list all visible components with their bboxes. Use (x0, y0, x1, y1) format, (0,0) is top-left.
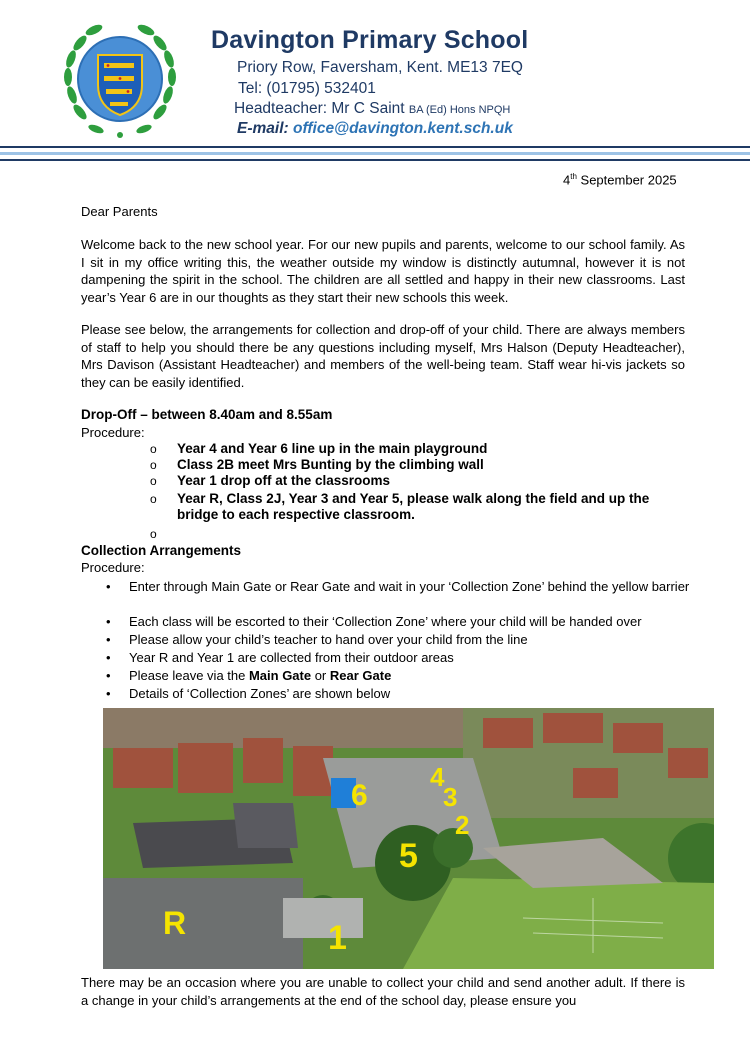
headteacher-name: Headteacher: Mr C Saint (234, 100, 405, 117)
main-gate-text: Main Gate (248, 668, 312, 683)
dropoff-heading: Drop-Off – between 8.40am and 8.55am (81, 407, 333, 422)
collection-item (106, 667, 699, 685)
dropoff-item-text: Year 4 and Year 6 line up in the main playground (177, 441, 488, 456)
letter-date (563, 168, 677, 188)
leave-or: or (311, 668, 330, 683)
dropoff-item (150, 441, 687, 457)
email-label: E-mail: (237, 120, 289, 137)
leave-prefix: Please leave via the (129, 668, 249, 683)
dropoff-item (150, 457, 687, 473)
email-link[interactable]: office@davington.kent.sch.uk (293, 120, 513, 137)
date-month-year: September 2025 (580, 172, 677, 188)
dropoff-item (150, 473, 687, 489)
rear-gate-text: Rear Gate (329, 668, 392, 683)
zone-label-4: 4 (430, 762, 445, 792)
zone-label-5: 5 (399, 837, 418, 875)
arrangements-paragraph: Please see below, the arrangements for collection and drop-off of your child. There are always members of staff to help you should there be any questions including myself, Mrs Halson (Deputy Headteacher), Mrs Davison (Assistant Headteacher) and members of the well-being team. Staff wear hi-vis jackets so they can be easily identified. (81, 322, 685, 390)
bullet-marker: • (106, 686, 111, 701)
header-rule-bottom (0, 159, 750, 161)
collection-heading: Collection Arrangements (81, 543, 242, 558)
list-marker-o: o (150, 474, 157, 488)
zone-label-3: 3 (443, 782, 458, 812)
collection-item-text: Details of ‘Collection Zones’ are shown below (129, 686, 391, 701)
header-rule-middle (0, 152, 750, 155)
list-marker-o: o (150, 442, 157, 456)
bullet-marker: • (106, 632, 111, 647)
school-crest-logo (58, 17, 182, 141)
zone-label-2: 2 (455, 810, 470, 840)
collection-item (106, 649, 699, 667)
collection-item-text: Enter through Main Gate or Rear Gate and wait in your ‘Collection Zone’ behind the yellow barrier (129, 579, 690, 594)
list-marker-o: o (150, 492, 157, 506)
dropoff-item-text: Year R, Class 2J, Year 3 and Year 5, please walk along the field and up the bridge to each respective classroom. (177, 491, 650, 522)
bullet-marker: • (106, 614, 111, 629)
collection-item-text: Year R and Year 1 are collected from their outdoor areas (129, 650, 454, 665)
collection-item (106, 631, 699, 649)
collection-item (106, 685, 699, 703)
zone-label-1: 1 (328, 919, 347, 957)
date-suffix: th (570, 172, 577, 181)
zone-label-6: 6 (351, 779, 368, 812)
collection-item (106, 613, 699, 631)
bullet-marker: • (106, 668, 111, 683)
school-name: Davington Primary School (211, 26, 529, 54)
collection-item (106, 578, 699, 596)
school-telephone: Tel: (01795) 532401 (238, 80, 376, 97)
intro-paragraph: Welcome back to the new school year. For our new pupils and parents, welcome to our school family. As I sit in my office writing this, the weather outside my window is distinctly autumnal, however it is not dampening the spirit in the school. The children are all settled and happy in their new classrooms. Last year’s Year 6 are in our thoughts as they start their new schools this week. (81, 237, 685, 305)
closing-paragraph: There may be an occasion where you are unable to collect your child and send another adult. If there is a change in your child’s arrangements at the end of the school day, please ensure you (81, 975, 685, 1008)
collection-item-text (129, 667, 699, 685)
date-day: 4 (563, 172, 571, 188)
list-marker-o: o (150, 527, 157, 541)
dropoff-item-text: Class 2B meet Mrs Bunting by the climbing wall (177, 457, 484, 472)
collection-item-text: Each class will be escorted to their ‘Collection Zone’ where your child will be handed over (129, 614, 642, 629)
headteacher-line (234, 100, 510, 118)
collection-procedure-label: Procedure: (81, 560, 145, 575)
bullet-marker: • (106, 650, 111, 665)
header-rule-top (0, 146, 750, 148)
headteacher-qualifications: BA (Ed) Hons NPQH (408, 104, 511, 116)
list-marker-o: o (150, 458, 157, 472)
zone-label-r: R (163, 905, 187, 941)
school-address: Priory Row, Faversham, Kent. ME13 7EQ (237, 59, 523, 76)
salutation: Dear Parents (81, 204, 158, 219)
email-line (237, 120, 513, 138)
dropoff-item-text: Year 1 drop off at the classrooms (177, 473, 391, 488)
dropoff-procedure-label: Procedure: (81, 425, 145, 440)
dropoff-item (150, 491, 687, 523)
collection-item-text: Please allow your child’s teacher to hand over your child from the line (129, 632, 528, 647)
bullet-marker: • (106, 579, 111, 594)
aerial-collection-zones-photo (103, 708, 714, 969)
